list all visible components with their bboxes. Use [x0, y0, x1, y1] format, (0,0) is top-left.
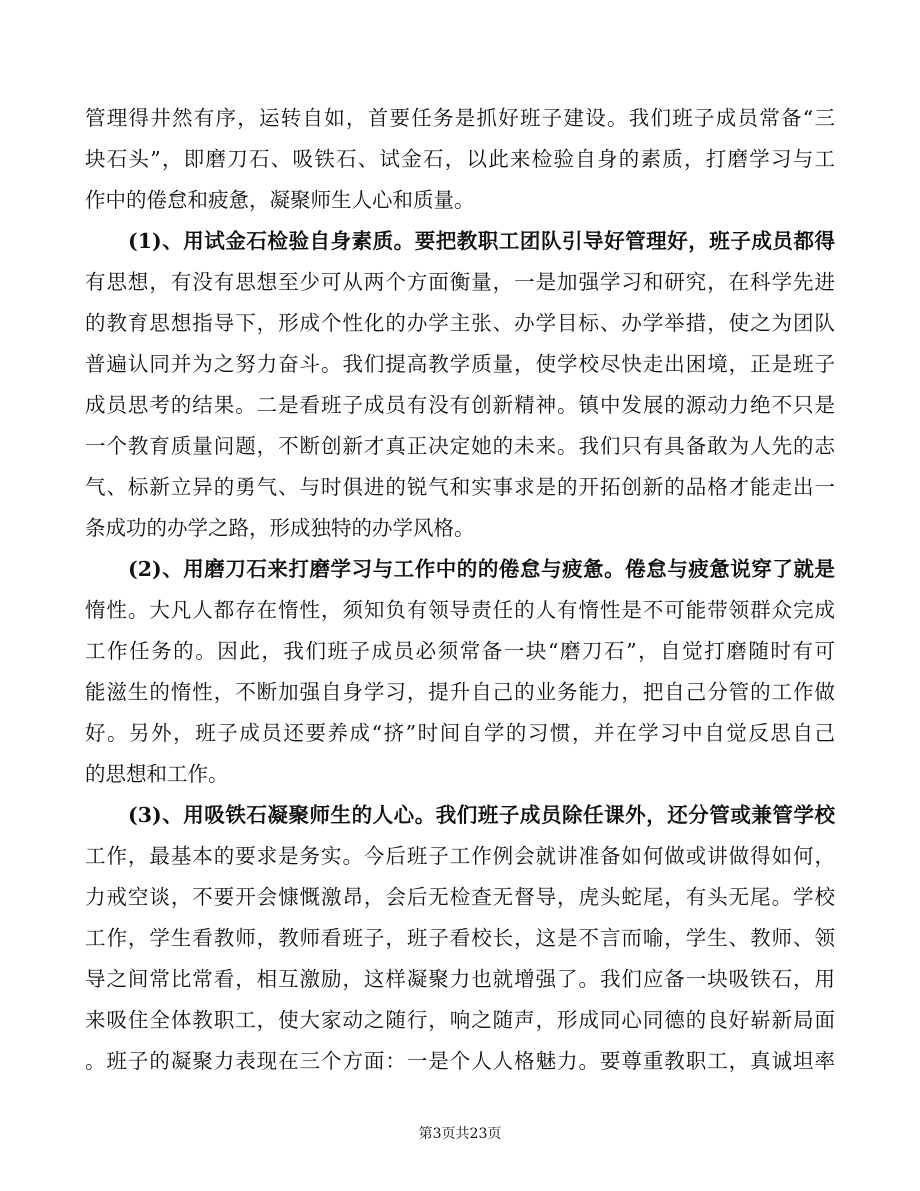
- text-line-content: (2)、用磨刀石来打磨学习与工作中的的倦怠与疲惫。倦怠与疲惫说穿了就是: [128, 557, 835, 581]
- text-line: [0, 754, 920, 794]
- text-line-content: 能滋生的惰性，不断加强自身学习，提升自己的业务能力，把自己分管的工作做: [85, 680, 835, 704]
- text-line: [0, 180, 920, 220]
- text-line: [0, 877, 920, 917]
- text-line-content: 有思想，有没有思想至少可从两个方面衡量，一是加强学习和研究，在科学先进: [85, 270, 835, 294]
- text-line-content: 工作，最基本的要求是务实。今后班子工作例会就讲准备如何做或讲做得如何，: [85, 844, 835, 868]
- text-line-content: 普遍认同并为之努力奋斗。我们提高教学质量，使学校尽快走出困境，正是班子: [85, 352, 835, 376]
- text-line: [0, 467, 920, 507]
- text-line-content: 的教育思想指导下，形成个性化的办学主张、办学目标、办学举措，使之为团队: [85, 311, 835, 335]
- text-line: [0, 303, 920, 343]
- text-line-content: (3)、用吸铁石凝聚师生的人心。我们班子成员除任课外，还分管或兼管学校: [128, 803, 835, 827]
- text-line-content: 好。另外，班子成员还要养成“挤”时间自学的习惯，并在学习中自觉反思自己: [85, 721, 835, 745]
- text-line-content: 作中的倦怠和疲惫，凝聚师生人心和质量。: [85, 188, 475, 212]
- text-line: [0, 508, 920, 548]
- text-line-content: 条成功的办学之路，形成独特的办学风格。: [85, 516, 475, 540]
- text-line: [0, 426, 920, 466]
- text-line-content: 管理得井然有序，运转自如，首要任务是抓好班子建设。我们班子成员常备“三: [85, 106, 835, 130]
- page-number-footer: 第3页共23页: [418, 1126, 502, 1142]
- text-line-content: 力戒空谈，不要开会慷慨激昂，会后无检查无督导，虎头蛇尾，有头无尾。学校: [85, 885, 835, 909]
- text-line-content: 。班子的凝聚力表现在三个方面：一是个人人格魅力。要尊重教职工，真诚坦率: [85, 1049, 835, 1073]
- text-line: [0, 713, 920, 753]
- text-line: [0, 1000, 920, 1040]
- text-line: [0, 139, 920, 179]
- text-line-content: 块石头”，即磨刀石、吸铁石、试金石，以此来检验自身的素质，打磨学习与工: [85, 147, 835, 171]
- text-line-content: 气、标新立异的勇气、与时俱进的锐气和实事求是的开拓创新的品格才能走出一: [85, 475, 835, 499]
- text-line-content: 的思想和工作。: [85, 762, 229, 786]
- paragraph-heading-line: [0, 549, 920, 589]
- text-line: [0, 385, 920, 425]
- text-line-content: 工作，学生看教师，教师看班子，班子看校长，这是不言而喻，学生、教师、领: [85, 926, 835, 950]
- paragraph-heading-line: [0, 795, 920, 835]
- text-line: [0, 672, 920, 712]
- text-line-content: (1)、用试金石检验自身素质。要把教职工团队引导好管理好，班子成员都得: [128, 229, 835, 253]
- paragraph-heading-line: [0, 221, 920, 261]
- text-line: [0, 590, 920, 630]
- text-line: [0, 959, 920, 999]
- text-line: [0, 918, 920, 958]
- text-line-content: 来吸住全体教职工，使大家动之随行，响之随声，形成同心同德的良好崭新局面: [85, 1008, 835, 1032]
- text-line: [0, 344, 920, 384]
- text-line: [0, 1041, 920, 1081]
- text-line-content: 一个教育质量问题，不断创新才真正决定她的未来。我们只有具备敢为人先的志: [85, 434, 835, 458]
- text-line-content: 导之间常比常看，相互激励，这样凝聚力也就增强了。我们应备一块吸铁石，用: [85, 967, 835, 991]
- text-line-content: 惰性。大凡人都存在惰性，须知负有领导责任的人有惰性是不可能带领群众完成: [85, 598, 835, 622]
- text-line: [0, 631, 920, 671]
- text-line: [0, 98, 920, 138]
- text-line: [0, 836, 920, 876]
- text-line: [0, 262, 920, 302]
- text-line-content: 成员思考的结果。二是看班子成员有没有创新精神。镇中发展的源动力绝不只是: [85, 393, 835, 417]
- text-line-content: 工作任务的。因此，我们班子成员必须常备一块“磨刀石”，自觉打磨随时有可: [85, 639, 835, 663]
